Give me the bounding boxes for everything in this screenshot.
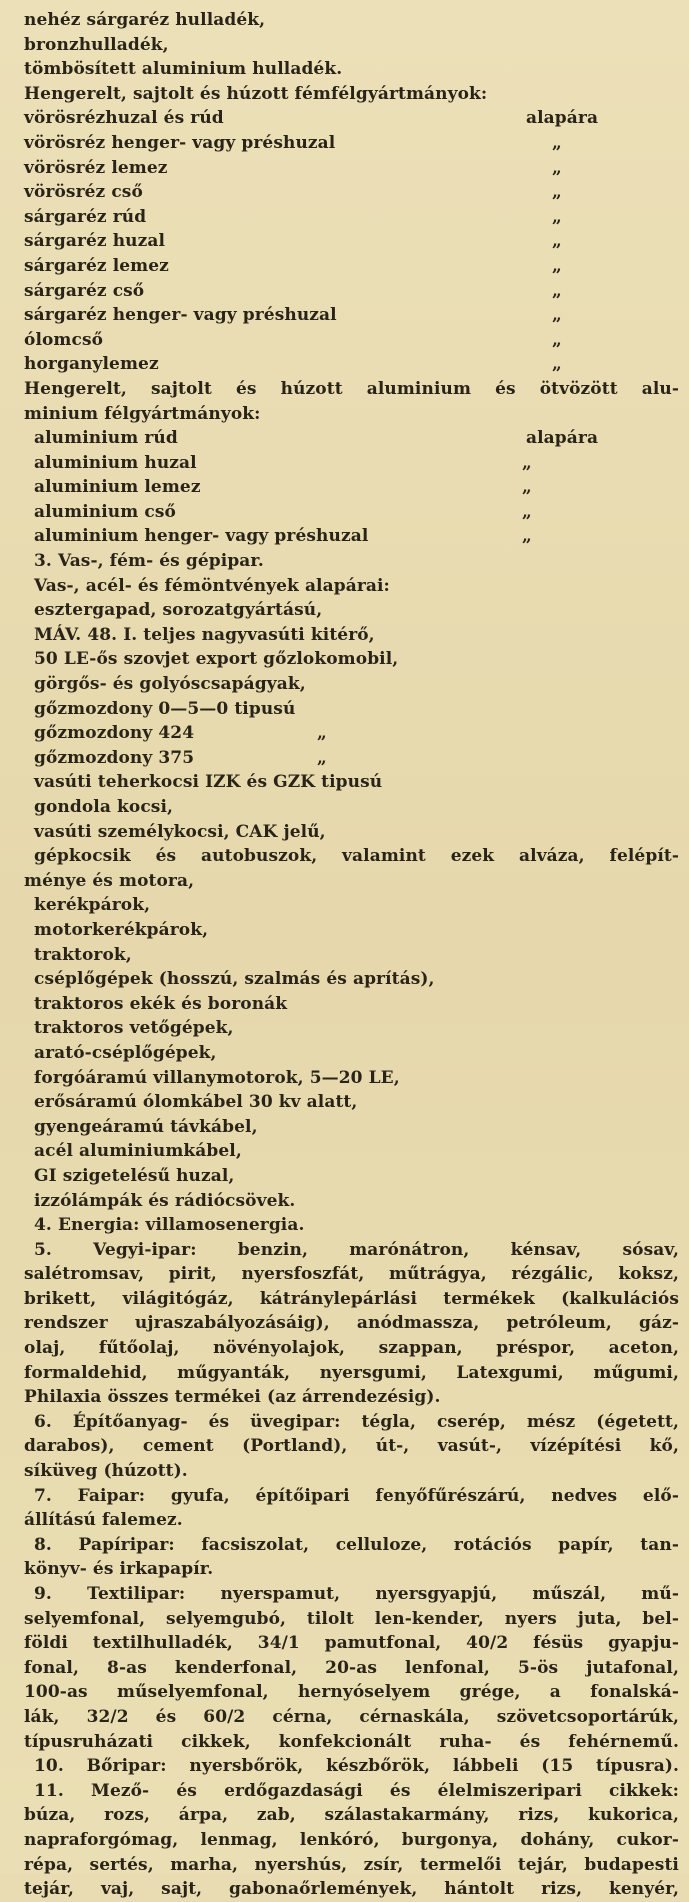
line-text: olaj, fűtőolaj, növényolajok, szappan, préspor, aceton,	[24, 1338, 679, 1359]
text-line	[12, 1361, 679, 1386]
line-text: 3. Vas-, fém- és gépipar.	[34, 551, 264, 572]
price-note: „	[552, 231, 562, 252]
price-note: „	[552, 132, 562, 153]
text-line	[12, 254, 679, 279]
line-text: traktoros vetőgépek,	[34, 1018, 234, 1039]
text-line	[12, 352, 679, 377]
text-line	[12, 1779, 679, 1804]
price-note: „	[522, 501, 532, 522]
line-text: lák, 32/2 és 60/2 cérna, cérnaskála, szövetcsoportárúk,	[24, 1706, 679, 1727]
text-line	[12, 1508, 679, 1533]
line-text: Philaxia összes termékei (az árrendezésig).	[24, 1387, 441, 1408]
text-line	[12, 131, 679, 156]
text-line	[12, 229, 679, 254]
text-line	[12, 574, 679, 599]
text-line	[12, 1041, 679, 1066]
line-text: 50 LE-ős szovjet export gőzlokomobil,	[34, 649, 399, 670]
text-line	[12, 697, 679, 722]
line-text: traktorok,	[34, 944, 132, 965]
line-text: síküveg (húzott).	[24, 1461, 188, 1482]
line-text: vasúti személykocsi, CAK jelű,	[34, 821, 326, 842]
line-text: aluminium cső	[34, 501, 176, 522]
line-text: 7. Faipar: gyufa, építőipari fenyőfűrészárú, nedves elő-	[34, 1485, 679, 1506]
line-text: vörösréz cső	[24, 182, 143, 203]
line-text: gőzmozdony 424	[34, 723, 195, 744]
text-line	[12, 1607, 679, 1632]
text-line	[12, 1066, 679, 1091]
text-line	[12, 918, 679, 943]
text-line	[12, 869, 679, 894]
text-line	[12, 1877, 679, 1902]
line-text: sárgaréz huzal	[24, 231, 166, 252]
line-text: brikett, világitógáz, kátránylepárlási termékek (kalkulációs	[24, 1288, 679, 1309]
line-text: Hengerelt, sajtolt és húzott aluminium és ötvözött alu-	[24, 378, 679, 399]
line-text: ólomcső	[24, 329, 104, 350]
text-line	[12, 549, 679, 574]
line-text: sárgaréz rúd	[24, 206, 147, 227]
text-line	[12, 721, 679, 746]
line-text: izzólámpák és rádiócsövek.	[34, 1190, 296, 1211]
text-line	[12, 598, 679, 623]
line-text: ménye és motora,	[24, 870, 195, 891]
line-text: MÁV. 48. I. teljes nagyvasúti kitérő,	[34, 624, 375, 645]
text-line	[12, 1287, 679, 1312]
text-line	[12, 943, 679, 968]
line-text: 10. Bőripar: nyersbőrök, készbőrök, lábbeli (15 típusra).	[34, 1756, 679, 1777]
line-text: aluminium huzal	[34, 452, 197, 473]
line-text: gőzmozdony 0—5—0 tipusú	[34, 698, 296, 719]
text-line	[12, 1803, 679, 1828]
text-line	[12, 746, 679, 771]
text-line	[12, 156, 679, 181]
line-text: darabos), cement (Portland), út-, vasút-, vízépítési kő,	[24, 1436, 679, 1457]
price-note: alapára	[526, 428, 599, 449]
text-line	[12, 1680, 679, 1705]
line-text: 6. Építőanyag- és üvegipar: tégla, cserép, mész (égetett,	[34, 1411, 679, 1432]
price-note: „	[522, 526, 532, 547]
line-text: Vas-, acél- és fémöntvények alapárai:	[34, 575, 390, 596]
line-text: GI szigetelésű huzal,	[34, 1165, 235, 1186]
line-text: 8. Papíripar: facsiszolat, celluloze, rotációs papír, tan-	[34, 1534, 679, 1555]
price-note: „	[317, 747, 327, 768]
line-text: görgős- és golyóscsapágyak,	[34, 674, 306, 695]
text-line	[12, 795, 679, 820]
price-note: „	[522, 477, 532, 498]
text-line	[12, 1853, 679, 1878]
text-line	[12, 1656, 679, 1681]
price-note: „	[552, 206, 562, 227]
line-text: 100-as műselyemfonal, hernyóselyem grége, a fonalská-	[24, 1682, 679, 1703]
price-note: „	[552, 255, 562, 276]
text-line	[12, 475, 679, 500]
line-text: Hengerelt, sajtolt és húzott fémfélgyártmányok:	[24, 83, 488, 104]
line-text: horganylemez	[24, 354, 159, 375]
line-text: formaldehid, műgyanták, nyersgumi, Latexgumi, műgumi,	[24, 1362, 679, 1383]
text-line	[12, 1410, 679, 1435]
text-line	[12, 992, 679, 1017]
text-line	[12, 1090, 679, 1115]
price-note: „	[522, 452, 532, 473]
text-line	[12, 1484, 679, 1509]
text-line	[12, 672, 679, 697]
text-line	[12, 1189, 679, 1214]
line-text: aluminium henger- vagy préshuzal	[34, 526, 369, 547]
line-text: aluminium lemez	[34, 477, 201, 498]
line-text: 4. Energia: villamosenergia.	[34, 1215, 305, 1236]
text-line	[12, 1582, 679, 1607]
line-text: gondola kocsi,	[34, 797, 174, 817]
text-line	[12, 893, 679, 918]
text-line	[12, 1311, 679, 1336]
text-line	[12, 279, 679, 304]
line-text: tejár, vaj, sajt, gabonaőrlemények, hántolt rizs, kenyér,	[24, 1879, 679, 1900]
text-line	[12, 820, 679, 845]
line-text: sárgaréz henger- vagy préshuzal	[24, 305, 337, 326]
line-text: 9. Textilipar: nyerspamut, nyersgyapjú, műszál, mű-	[34, 1584, 679, 1604]
text-line	[12, 770, 679, 795]
text-line	[12, 1557, 679, 1582]
text-line	[12, 1631, 679, 1656]
line-text: sárgaréz cső	[24, 280, 145, 301]
line-text: 11. Mező- és erdőgazdasági és élelmiszeripari cikkek:	[34, 1780, 679, 1801]
text-line	[12, 377, 679, 402]
line-text: minium félgyártmányok:	[24, 403, 261, 424]
line-text: búza, rozs, árpa, zab, szálastakarmány, rizs, kukorica,	[24, 1805, 679, 1826]
line-text: gyengeáramú távkábel,	[34, 1116, 258, 1137]
price-note: „	[552, 157, 562, 178]
text-line	[12, 1139, 679, 1164]
line-text: erősáramú ólomkábel 30 kv alatt,	[34, 1092, 358, 1113]
text-line	[12, 106, 679, 131]
line-text: nehéz sárgaréz hulladék,	[24, 10, 266, 30]
text-line	[12, 1754, 679, 1779]
line-text: fonal, 8-as kenderfonal, 20-as lenfonal, 5-ös jutafonal,	[24, 1657, 679, 1678]
line-text: traktoros ekék és boronák	[34, 993, 288, 1014]
text-line	[12, 205, 679, 230]
line-text: kerékpárok,	[34, 895, 151, 916]
line-text: bronzhulladék,	[24, 34, 169, 55]
text-line	[12, 967, 679, 992]
text-line	[12, 1730, 679, 1755]
text-line	[12, 33, 679, 58]
text-line	[12, 1115, 679, 1140]
line-text: napraforgómag, lenmag, lenkóró, burgonya, dohány, cukor-	[24, 1829, 679, 1850]
line-text: cséplőgépek (hosszú, szalmás és aprítás),	[34, 969, 435, 990]
line-text: vörösréz henger- vagy préshuzal	[24, 132, 336, 153]
text-line	[12, 500, 679, 525]
text-line	[12, 524, 679, 549]
text-line	[12, 1336, 679, 1361]
text-line	[12, 57, 679, 82]
line-text: aluminium rúd	[34, 428, 178, 449]
text-line	[12, 1533, 679, 1558]
text-line	[12, 180, 679, 205]
line-text: vörösrézhuzal és rúd	[24, 108, 224, 129]
line-text: tömbösített aluminium hulladék.	[24, 59, 343, 80]
price-note: „	[317, 723, 327, 744]
line-text: selyemfonal, selyemgubó, tilolt len-kender, nyers juta, bel-	[24, 1608, 679, 1629]
price-note: alapára	[526, 108, 599, 129]
text-line	[12, 303, 679, 328]
line-text: gépkocsik és autobuszok, valamint ezek alváza, felépít-	[34, 846, 679, 867]
text-line	[12, 647, 679, 672]
price-note: „	[552, 280, 562, 301]
text-line	[12, 1164, 679, 1189]
text-line	[12, 1434, 679, 1459]
price-note: „	[552, 182, 562, 203]
text-line	[12, 1238, 679, 1263]
line-text: répa, sertés, marha, nyershús, zsír, termelői tejár, budapesti	[24, 1854, 679, 1875]
text-line	[12, 8, 679, 33]
text-line	[12, 1016, 679, 1041]
line-text: arató-cséplőgépek,	[34, 1042, 217, 1063]
text-line	[12, 402, 679, 427]
text-line	[12, 426, 679, 451]
line-text: motorkerékpárok,	[34, 919, 209, 940]
text-line	[12, 1385, 679, 1410]
line-text: vasúti teherkocsi IZK és GZK tipusú	[34, 772, 383, 793]
line-text: gőzmozdony 375	[34, 747, 195, 768]
line-text: könyv- és irkapapír.	[24, 1559, 214, 1580]
text-line	[12, 328, 679, 353]
text-line	[12, 1828, 679, 1853]
line-text: forgóáramú villanymotorok, 5—20 LE,	[34, 1067, 400, 1088]
price-note: „	[552, 329, 562, 350]
line-text: földi textilhulladék, 34/1 pamutfonal, 40/2 fésüs gyapju-	[24, 1633, 679, 1654]
text-line	[12, 844, 679, 869]
price-note: „	[552, 354, 562, 375]
text-line	[12, 1213, 679, 1238]
line-text: acél aluminiumkábel,	[34, 1141, 242, 1162]
line-text: 5. Vegyi-ipar: benzin, marónátron, kénsav, sósav,	[34, 1239, 679, 1260]
text-line	[12, 1705, 679, 1730]
line-text: salétromsav, pirit, nyersfoszfát, műtrágya, rézgálic, koksz,	[24, 1264, 679, 1285]
price-note: „	[552, 305, 562, 326]
line-text: vörösréz lemez	[24, 157, 168, 178]
text-line	[12, 623, 679, 648]
text-line	[12, 451, 679, 476]
text-line	[12, 1459, 679, 1484]
line-text: sárgaréz lemez	[24, 255, 169, 276]
line-text: típusruházati cikkek, konfekcionált ruha- és fehérnemű.	[24, 1731, 679, 1752]
text-line	[12, 1262, 679, 1287]
line-text: esztergapad, sorozatgyártású,	[34, 600, 323, 621]
line-text: rendszer ujraszabályozásáig), anódmassza, petróleum, gáz-	[24, 1313, 679, 1334]
line-text: állítású falemez.	[24, 1510, 183, 1531]
text-line	[12, 82, 679, 107]
